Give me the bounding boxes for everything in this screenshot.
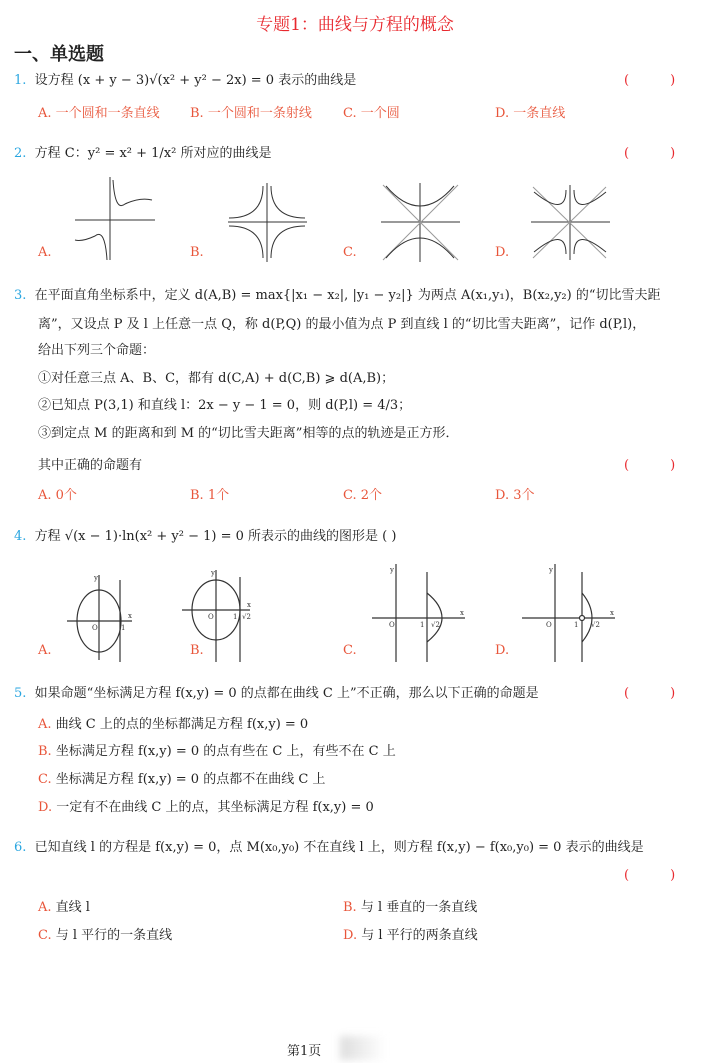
origin-label: O xyxy=(208,613,214,621)
axis-label-x: x xyxy=(128,612,132,620)
tick-label: √2 xyxy=(431,621,440,629)
origin-label: O xyxy=(389,621,395,629)
answer-paren[interactable]: ( ) xyxy=(624,458,690,473)
question-number: 4. xyxy=(14,529,27,544)
option-letter: B. xyxy=(38,744,52,759)
option-a[interactable]: A. 一个圆和一条直线 xyxy=(38,106,160,121)
option-d[interactable]: D. 3个 xyxy=(495,488,535,503)
question-text: 如果命题“坐标满足方程 f(x,y) = 0 的点都在曲线 C 上”不正确，那么以下正确的命题是 xyxy=(34,686,539,701)
blurred-region xyxy=(340,1036,385,1060)
graph-4d xyxy=(520,560,620,662)
question-number: 3. xyxy=(14,288,27,303)
proposition-3: ③到定点 M 的距离和到 M 的“切比雪夫距离”相等的点的轨迹是正方形． xyxy=(38,426,459,441)
option-a[interactable]: A. xyxy=(38,643,52,658)
question-3 xyxy=(14,284,660,303)
option-letter: C. xyxy=(38,772,52,787)
axis-label-y: y xyxy=(211,569,215,577)
question-text: 在平面直角坐标系中，定义 d(A,B) = max{|x₁ − x₂|, |y₁ − y₂|} 为两点 A(x₁,y₁)，B(x₂,y₂) 的“切比雪夫距 xyxy=(34,288,661,303)
question-2 xyxy=(14,142,272,161)
question-text: 其中正确的命题有 xyxy=(38,458,143,473)
option-d[interactable]: D. 与 l 平行的两条直线 xyxy=(343,928,478,943)
question-text: 设方程 (x + y − 3)√(x² + y² − 2x) = 0 表示的曲线是 xyxy=(34,73,357,88)
question-text: 已知直线 l 的方程是 f(x,y) = 0，点 M(x₀,y₀) 不在直线 l 上，则方程 f(x,y) − f(x₀,y₀) = 0 表示的曲线是 xyxy=(34,840,644,855)
option-b[interactable]: B. 1个 xyxy=(190,488,230,503)
question-text: 离”，又设点 P 及 l 上任意一点 Q，称 d(P,Q) 的最小值为点 P 到直线 l 的“切比雪夫距离”，记作 d(P,l)， xyxy=(38,317,646,332)
question-6 xyxy=(14,836,644,855)
proposition-2: ②已知点 P(3,1) 和直线 l：2x − y − 1 = 0，则 d(P,l) = 4/3； xyxy=(38,398,412,413)
proposition-1: ①对任意三点 A、B、C，都有 d(C,A) + d(C,B) ⩾ d(A,B)； xyxy=(38,371,395,386)
graph-4a xyxy=(62,570,172,662)
option-b[interactable]: B. 坐标满足方程 f(x,y) = 0 的点有些在 C 上，有些不在 C 上 xyxy=(38,744,396,759)
question-1 xyxy=(14,69,356,88)
question-number: 5. xyxy=(14,686,27,701)
graph-2a xyxy=(70,172,160,262)
option-c[interactable]: C. 与 l 平行的一条直线 xyxy=(38,928,173,943)
origin-label: O xyxy=(546,621,552,629)
option-a[interactable]: A. xyxy=(38,245,52,260)
option-letter: A. xyxy=(38,900,52,915)
option-b[interactable]: B. xyxy=(190,245,204,260)
tick-label: 1 xyxy=(121,624,126,632)
axis-label-y: y xyxy=(549,566,553,574)
option-a[interactable]: A. 曲线 C 上的点的坐标都满足方程 f(x,y) = 0 xyxy=(38,717,309,732)
question-text: 方程 √(x − 1)·ln(x² + y² − 1) = 0 所表示的曲线的图形是 ( ) xyxy=(34,529,397,544)
option-b[interactable]: B. xyxy=(190,643,204,658)
page-footer: 第1页 xyxy=(287,1044,322,1059)
tick-label: √2 xyxy=(591,621,600,629)
graph-4b xyxy=(182,565,302,662)
option-c[interactable]: C. 一个圆 xyxy=(343,106,400,121)
option-d[interactable]: D. 一定有不在曲线 C 上的点，其坐标满足方程 f(x,y) = 0 xyxy=(38,800,374,815)
tick-label: 1 xyxy=(233,613,238,621)
answer-paren[interactable]: ( ) xyxy=(624,868,690,883)
option-d[interactable]: D. 一条直线 xyxy=(495,106,566,121)
graph-2c xyxy=(378,180,463,265)
option-b[interactable]: B. 与 l 垂直的一条直线 xyxy=(343,900,478,915)
graph-2d xyxy=(528,182,613,262)
tick-label: 1 xyxy=(574,621,579,629)
tick-label: √2 xyxy=(242,613,251,621)
axis-label-x: x xyxy=(247,601,251,609)
option-letter: C. xyxy=(38,928,52,943)
option-letter: B. xyxy=(343,900,357,915)
option-d[interactable]: D. xyxy=(495,643,510,658)
question-5 xyxy=(14,682,539,701)
graph-2b xyxy=(225,180,310,265)
option-c[interactable]: C. 坐标满足方程 f(x,y) = 0 的点都不在曲线 C 上 xyxy=(38,772,326,787)
axis-label-y: y xyxy=(390,566,394,574)
option-a[interactable]: A. 直线 l xyxy=(38,900,90,915)
option-c[interactable]: C. xyxy=(343,643,357,658)
answer-paren[interactable]: ( ) xyxy=(624,73,690,88)
question-4 xyxy=(14,525,396,544)
option-b[interactable]: B. 一个圆和一条射线 xyxy=(190,106,312,121)
question-number: 2. xyxy=(14,146,27,161)
option-a[interactable]: A. 0个 xyxy=(38,488,77,503)
axis-label-x: x xyxy=(610,609,614,617)
option-c[interactable]: C. xyxy=(343,245,357,260)
question-number: 1. xyxy=(14,73,27,88)
origin-label: O xyxy=(92,624,98,632)
question-number: 6. xyxy=(14,840,27,855)
answer-paren[interactable]: ( ) xyxy=(624,146,690,161)
tick-label: 1 xyxy=(420,621,425,629)
answer-paren[interactable]: ( ) xyxy=(624,686,690,701)
section-heading: 一、单选题 xyxy=(14,44,104,65)
page-title: 专题1：曲线与方程的概念 xyxy=(256,15,454,35)
option-d[interactable]: D. xyxy=(495,245,510,260)
axis-label-y: y xyxy=(94,574,98,582)
option-letter: D. xyxy=(38,800,53,815)
axis-label-x: x xyxy=(460,609,464,617)
option-letter: D. xyxy=(343,928,358,943)
question-text: 给出下列三个命题： xyxy=(38,343,156,358)
question-text: 方程 C：y² = x² + 1/x² 所对应的曲线是 xyxy=(34,146,272,161)
option-letter: A. xyxy=(38,717,52,732)
graph-4c xyxy=(370,560,470,662)
option-c[interactable]: C. 2个 xyxy=(343,488,383,503)
